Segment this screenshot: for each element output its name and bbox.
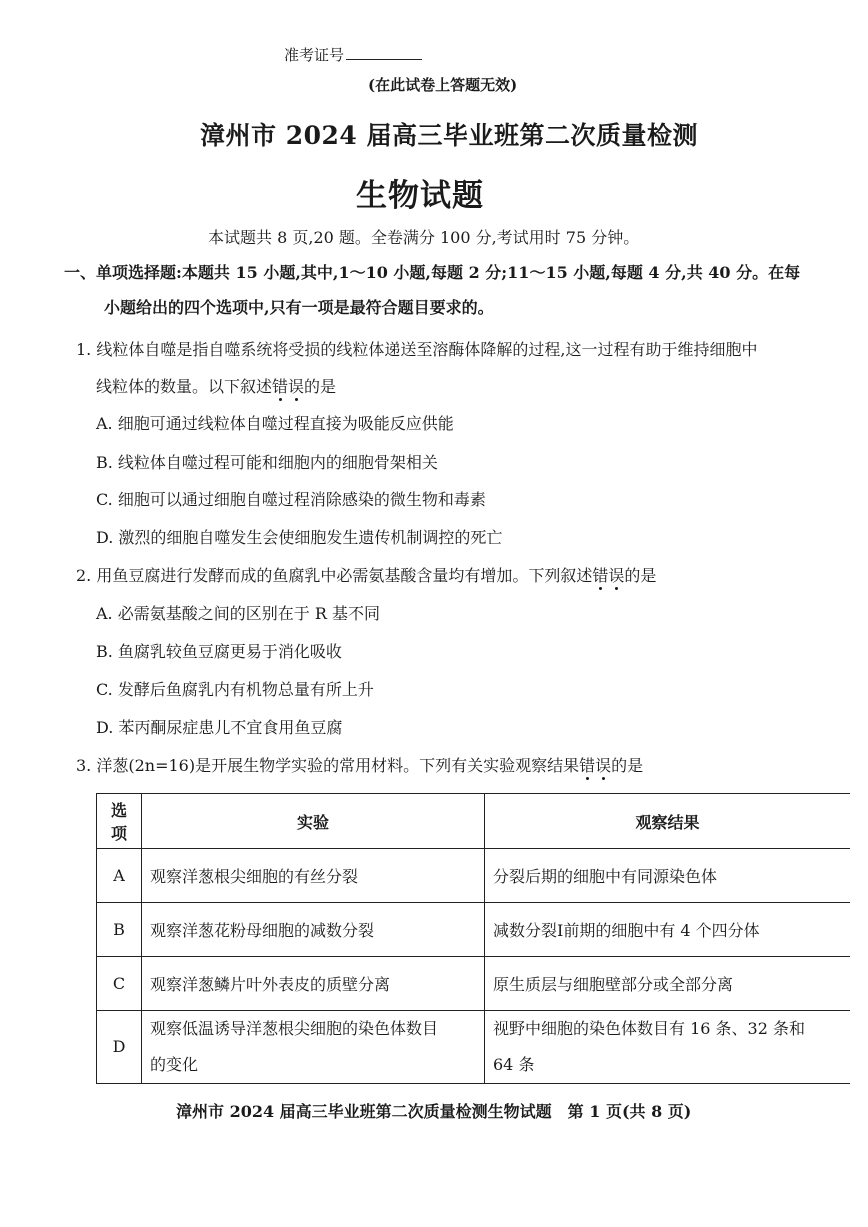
q2-option-a: A. 必需氨基酸之间的区别在于 R 基不同: [96, 604, 380, 623]
row-experiment: 观察洋葱花粉母细胞的减数分裂: [142, 903, 485, 957]
row-option: D: [97, 1011, 142, 1084]
ticket-label: 准考证号: [284, 46, 345, 64]
q1-option-c: C. 细胞可以通过细胞自噬过程消除感染的微生物和毒素: [96, 490, 486, 509]
row-experiment: [142, 1011, 485, 1084]
exam-intro: 本试题共 8 页,20 题。全卷满分 100 分,考试用时 75 分钟。: [208, 228, 640, 247]
q1-option-b: B. 线粒体自噬过程可能和细胞内的细胞骨架相关: [96, 453, 438, 472]
row-option: B: [97, 903, 142, 957]
emphasis-char: 误: [288, 377, 305, 396]
row-option: A: [97, 849, 142, 903]
subject-title: 生物试题: [356, 178, 484, 214]
row-result: 分裂后期的细胞中有同源染色体: [485, 849, 851, 903]
row-experiment: 观察洋葱鳞片叶外表皮的质壁分离: [142, 957, 485, 1011]
q1-stem-line2: [96, 374, 336, 397]
q2-option-c: C. 发酵后鱼腐乳内有机物总量有所上升: [96, 680, 374, 699]
q2-stem: [76, 563, 656, 586]
page-footer: 漳州市 2024 届高三毕业班第二次质量检测生物试题 第 1 页(共 8 页): [176, 1102, 692, 1121]
q3-stem-tail: 的是: [611, 756, 644, 775]
row-result: 减数分裂Ⅰ前期的细胞中有 4 个四分体: [485, 903, 851, 957]
row-experiment: 观察洋葱根尖细胞的有丝分裂: [142, 849, 485, 903]
q2-option-b: B. 鱼腐乳较鱼豆腐更易于消化吸收: [96, 642, 342, 661]
row-experiment-line2: 的变化: [150, 1055, 199, 1074]
emphasis-char: 误: [608, 566, 625, 585]
experiment-table: [96, 793, 850, 1084]
table-header-result: 观察结果: [485, 794, 851, 849]
table-row: [97, 849, 851, 903]
table-header-experiment: 实验: [142, 794, 485, 849]
q1-stem-tail: 的是: [304, 377, 337, 396]
row-option: C: [97, 957, 142, 1011]
exam-ticket-number: [284, 44, 422, 65]
table-header-row: [97, 794, 851, 849]
q3-stem-text: 3. 洋葱(2n=16)是开展生物学实验的常用材料。下列有关实验观察结果: [76, 756, 580, 775]
q1-option-a: A. 细胞可通过线粒体自噬过程直接为吸能反应供能: [96, 414, 454, 433]
q2-option-d: D. 苯丙酮尿症患儿不宜食用鱼豆腐: [96, 718, 343, 737]
invalid-answer-notice: (在此试卷上答题无效): [368, 76, 518, 94]
exam-title: 漳州市 2024 届高三毕业班第二次质量检测: [200, 121, 698, 150]
q2-stem-text: 2. 用鱼豆腐进行发酵而成的鱼腐乳中必需氨基酸含量均有增加。下列叙述: [76, 566, 593, 585]
row-result: 原生质层与细胞壁部分或全部分离: [485, 957, 851, 1011]
section-heading-cont: 小题给出的四个选项中,只有一项是最符合题目要求的。: [104, 298, 494, 317]
row-result-line1: 视野中细胞的染色体数目有 16 条、32 条和: [493, 1019, 805, 1038]
section-heading: 一、单项选择题:本题共 15 小题,其中,1～10 小题,每题 2 分;11～15 小题,每题 4 分,共 40 分。在每: [64, 263, 801, 282]
emphasis-char: 错: [579, 756, 596, 775]
emphasis-char: 误: [595, 756, 612, 775]
row-experiment-line1: 观察低温诱导洋葱根尖细胞的染色体数目: [150, 1019, 439, 1038]
q2-stem-tail: 的是: [624, 566, 657, 585]
q1-option-d: D. 激烈的细胞自噬发生会使细胞发生遗传机制调控的死亡: [96, 528, 503, 547]
emphasis-char: 错: [592, 566, 609, 585]
table-row: [97, 957, 851, 1011]
table-header-option: 选项: [97, 794, 142, 849]
table-row: [97, 903, 851, 957]
row-result-line2: 64 条: [493, 1055, 535, 1074]
row-result: [485, 1011, 851, 1084]
table-row: [97, 1011, 851, 1084]
emphasis-char: 错: [272, 377, 289, 396]
q1-stem-text: 线粒体的数量。以下叙述: [96, 377, 273, 396]
ticket-blank-line: [346, 47, 422, 60]
q3-stem: [76, 753, 643, 776]
q1-stem-line1: 1. 线粒体自噬是指自噬系统将受损的线粒体递送至溶酶体降解的过程,这一过程有助于维持细胞中: [76, 340, 758, 359]
